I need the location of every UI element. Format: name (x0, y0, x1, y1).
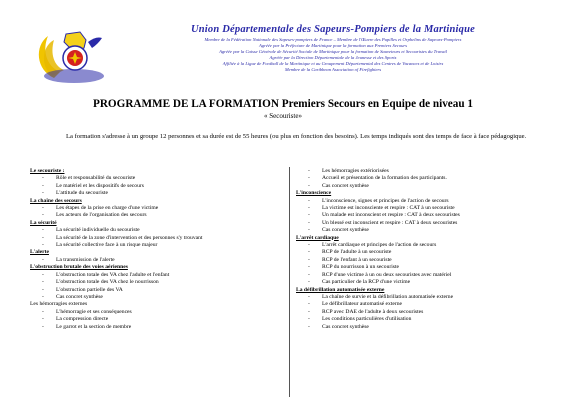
bullet-dash-icon: - (42, 227, 44, 234)
list-item-text: L'hémorragie et ses conséquences (56, 308, 132, 315)
list-item-text: L'obstruction totale des VA chez le nourrisson (56, 279, 159, 286)
list-item-text: Le matériel et les dispositifs de secours (56, 182, 144, 189)
list-item (30, 272, 280, 279)
section-heading: L'arrêt cardiaque (296, 234, 339, 241)
list-item-text: RCP de l'adulte à un secouriste (322, 249, 392, 256)
list-item-text: Le défibrillateur automatisé externe (322, 301, 402, 308)
list-item (296, 183, 548, 190)
bullet-dash-icon: - (42, 256, 44, 263)
list-item (30, 183, 280, 190)
bullet-dash-icon: - (308, 279, 310, 286)
bullet-dash-icon: - (308, 301, 310, 308)
list-item-text: L'inconscience, signes et principes de l'action de secours (322, 197, 449, 204)
bullet-dash-icon: - (42, 182, 44, 189)
intro-paragraph: La formation s'adresse à un groupe 12 personnes et sa durée est de 55 heures (ou plus en fonction des besoins). Les temps indiqués sont des temps de face à face pédagogique. (66, 133, 527, 140)
bullet-dash-icon: - (308, 316, 310, 323)
section-heading: L'obstruction brutale des voies aériennes (30, 264, 128, 271)
list-item-text: Les étapes de la prise en charge d'une victime (56, 205, 159, 212)
list-item (296, 264, 548, 271)
list-item (30, 316, 280, 323)
bullet-dash-icon: - (308, 264, 310, 271)
bullet-dash-icon: - (42, 323, 44, 330)
list-item-text: La sécurité collective face à un risque majeur (56, 242, 158, 249)
list-item (296, 309, 548, 316)
document-title: PROGRAMME DE LA FORMATION Premiers Secours en Equipe de niveau 1 (93, 98, 473, 110)
bullet-dash-icon: - (42, 293, 44, 300)
list-item-text: La victime est inconsciente et respire : CAT à un secouriste (322, 205, 455, 212)
section-heading: Les hémorragies externes (30, 301, 88, 308)
list-item (296, 279, 548, 286)
bullet-dash-icon: - (42, 175, 44, 182)
affiliation-line: Affiliée à la Ligue de Football de la Martinique et au Groupement Départemental des Centres de Vacances et de Loisirs (222, 61, 444, 67)
bullet-dash-icon: - (42, 190, 44, 197)
list-item (30, 294, 280, 301)
column-divider (289, 167, 290, 397)
list-item (296, 257, 548, 264)
affiliation-line: Membre de la Caribbean Association of Firefighters (284, 67, 382, 73)
bullet-dash-icon: - (42, 286, 44, 293)
list-item-text: La sécurité individuelle du secouriste (56, 227, 140, 234)
list-item-text: L'attitude du secouriste (56, 190, 108, 197)
section-heading: La chaîne des secours (30, 197, 82, 204)
bullet-dash-icon: - (308, 308, 310, 315)
bullet-dash-icon: - (308, 323, 310, 330)
bullet-dash-icon: - (308, 197, 310, 204)
list-item-text: RCP de l'enfant à un secouriste (322, 256, 392, 263)
list-item-text: Cas particulier de la RCP d'une victime (322, 279, 411, 286)
list-item (296, 212, 548, 219)
list-item (30, 235, 280, 242)
list-item-text: Cas concret synthèse (322, 323, 369, 330)
bullet-dash-icon: - (42, 316, 44, 323)
program-left-column (30, 168, 280, 331)
list-item (296, 175, 548, 182)
section-heading: La défibrillation automatisée externe (296, 286, 385, 293)
list-item (30, 242, 280, 249)
bullet-dash-icon: - (308, 227, 310, 234)
list-item (30, 205, 280, 212)
list-item (30, 309, 280, 316)
list-item (296, 227, 548, 234)
list-item-text: RCP avec DAE de l'adulte à deux secouristes (322, 308, 424, 315)
bullet-dash-icon: - (308, 182, 310, 189)
bullet-dash-icon: - (308, 212, 310, 219)
section-heading: L'inconscience (296, 190, 332, 197)
list-item-text: L'obstruction partielle des VA (56, 286, 123, 293)
bullet-dash-icon: - (308, 249, 310, 256)
bullet-dash-icon: - (308, 293, 310, 300)
bullet-dash-icon: - (308, 175, 310, 182)
list-item (296, 220, 548, 227)
list-item (30, 257, 280, 264)
bullet-dash-icon: - (308, 219, 310, 226)
list-item (296, 324, 548, 331)
list-item-text: Un malade est inconscient et respire : CAT à deux secouristes (322, 212, 460, 219)
list-item (296, 242, 548, 249)
list-item-text: La sécurité de la zone d'intervention et des personnes s'y trouvant (56, 234, 203, 241)
list-item (296, 272, 548, 279)
list-item (30, 190, 280, 197)
list-item (30, 227, 280, 234)
list-item (30, 279, 280, 286)
section-heading: Le secouriste : (30, 168, 65, 174)
list-item-text: Cas concret synthèse (322, 227, 369, 234)
list-item-text: L'arrêt cardiaque et principes de l'action de secours (322, 242, 437, 249)
bullet-dash-icon: - (308, 256, 310, 263)
bullet-dash-icon: - (308, 271, 310, 278)
affiliation-line: Agréée par la Caisse Générale de Sécurité Sociale de Martinique pour la formation de Sauveteurs et Secouristes du Travail (219, 49, 447, 55)
list-item-text: Les acteurs de l'organisation des secours (56, 212, 147, 219)
document-subtitle: « Secouriste» (264, 112, 302, 120)
union-logo-icon (30, 26, 112, 90)
list-item (30, 324, 280, 331)
list-item (296, 301, 548, 308)
bullet-dash-icon: - (308, 168, 310, 174)
bullet-dash-icon: - (42, 234, 44, 241)
list-item (296, 249, 548, 256)
list-item-text: Le garrot et la section de membre (56, 323, 132, 330)
list-item-text: Les conditions particulières d'utilisation (322, 316, 412, 323)
letterhead (118, 24, 548, 74)
list-item (30, 212, 280, 219)
bullet-dash-icon: - (308, 205, 310, 212)
affiliation-line: Agréée par la Direction Départementale de la Jeunesse et des Sports (269, 55, 397, 61)
organization-title: Union Départementale des Sapeurs-Pompiers de la Martinique (190, 24, 476, 35)
list-item (296, 205, 548, 212)
list-item-text: La compression directe (56, 316, 109, 323)
bullet-dash-icon: - (308, 242, 310, 249)
list-item-text: Un blessé est inconscient et respire : CAT à deux secouristes (322, 219, 458, 226)
list-item-text: Rôle et responsabilité du secouriste (56, 175, 136, 182)
list-item-text: RCP d'une victime à un ou deux secouristes avec matériel (322, 271, 452, 278)
affiliation-line: Membre de la Fédération Nationale des Sapeurs-pompiers de France – Membre de l'Œuvre des Pupilles et Orphelins de Sapeurs-Pompiers (204, 37, 462, 42)
list-item-text: L'obstruction totale des VA chez l'adulte et l'enfant (56, 271, 170, 278)
program-right-column (296, 168, 548, 331)
affiliation-line: Agréée par la Préfecture de Martinique pour la formation aux Premiers Secours (258, 43, 408, 49)
section-heading: La sécurité (30, 219, 57, 226)
list-item-text: RCP du nourrisson à un secouriste (322, 264, 400, 271)
bullet-dash-icon: - (42, 242, 44, 249)
bullet-dash-icon: - (42, 212, 44, 219)
list-item (30, 287, 280, 294)
list-item-text: La transmission de l'alerte (56, 256, 115, 263)
bullet-dash-icon: - (42, 279, 44, 286)
bullet-dash-icon: - (42, 271, 44, 278)
list-item-text: La chaîne de survie et la défibrillation automatisée externe (322, 293, 454, 300)
list-item (296, 198, 548, 205)
list-item-text: Accueil et présentation de la formation des participants. (322, 175, 447, 182)
list-item-text: Cas concret synthèse (56, 293, 103, 300)
section-heading: L'alerte (30, 249, 49, 256)
bullet-dash-icon: - (42, 205, 44, 212)
list-item-text: Cas concret synthèse (322, 182, 369, 189)
bullet-dash-icon: - (42, 308, 44, 315)
list-item (296, 316, 548, 323)
list-item (30, 175, 280, 182)
list-item-text: Les hémorragies extériorisées (322, 168, 389, 174)
